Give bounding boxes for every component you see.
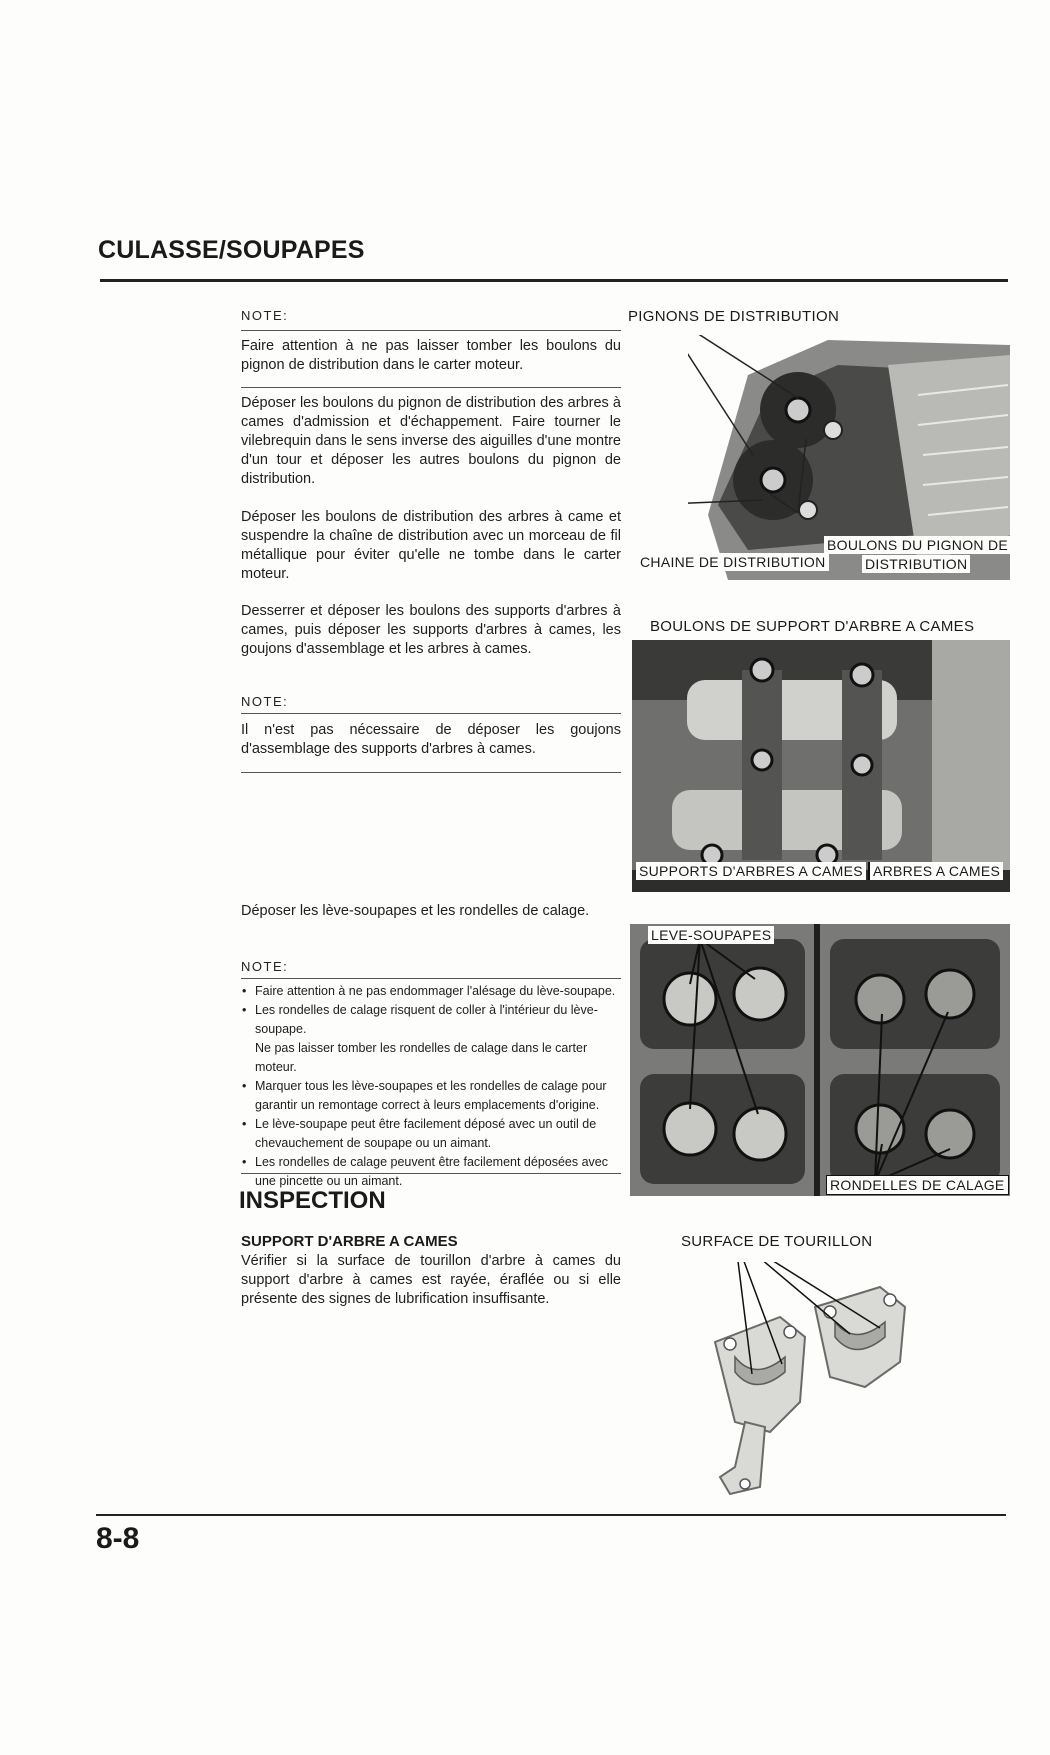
inspection-text: Vérifier si la surface de tourillon d'arbre à cames du support d'arbre à cames est rayée, éraflée ou si elle présente des signes de lubrification insuffisante.	[241, 1253, 621, 1307]
figure-caption: BOULONS DU PIGNON DE	[824, 536, 1011, 554]
note-label: NOTE:	[241, 959, 289, 974]
list-item-continuation: Ne pas laisser tomber les rondelles de calage dans le carter moteur.	[255, 1041, 588, 1074]
figure-caption: DISTRIBUTION	[862, 555, 970, 573]
inspection-heading: INSPECTION	[239, 1187, 386, 1214]
footer-rule	[96, 1514, 1006, 1516]
step-paragraph: Déposer les boulons de distribution des arbres à came et suspendre la chaîne de distribution avec un morceau de fil métallique pour éviter qu'elle ne tombe dans le carter moteur.	[241, 509, 621, 582]
divider	[241, 713, 621, 714]
figure-caption: PIGNONS DE DISTRIBUTION	[628, 308, 840, 325]
camshaft-holder-illustration	[690, 1262, 960, 1502]
list-item: • Marquer tous les lève-soupapes et les rondelles de calage pour garantir un remontage correct à leurs emplacements d'origine.	[241, 1077, 621, 1115]
figure-caption: LEVE-SOUPAPES	[648, 926, 774, 944]
list-item: • Les rondelles de calage peuvent être facilement déposées avec une pincette ou un aimant.	[241, 1153, 621, 1191]
step-paragraph: Desserrer et déposer les boulons des supports d'arbres à cames, puis déposer les supports d'arbres à cames, les goujons d'assemblage et les arbres à cames.	[241, 603, 621, 657]
engine-photo-valve-lifters	[630, 924, 1010, 1196]
figure-caption: BOULONS DE SUPPORT D'ARBRE A CAMES	[650, 618, 975, 635]
figure-caption: CHAINE DE DISTRIBUTION	[637, 553, 829, 571]
engine-photo-camshaft-holders	[632, 640, 1010, 892]
divider	[241, 387, 621, 388]
figure-caption: ARBRES A CAMES	[868, 862, 1003, 880]
divider	[241, 330, 621, 331]
page-number: 8-8	[96, 1522, 140, 1555]
figure-caption: SUPPORTS D'ARBRES A CAMES	[636, 862, 866, 880]
step-paragraph: Déposer les boulons du pignon de distribution des arbres à cames d'admission et d'échappement. Faire tourner le vilebrequin dans le sens inverse des aiguilles d'une montre d'un tour et déposer les autres boulons du pignon de distribution.	[241, 395, 621, 487]
note-text: Il n'est pas nécessaire de déposer les goujons d'assemblage des supports d'arbres à cames.	[241, 722, 621, 757]
list-item: • Le lève-soupape peut être facilement déposé avec un outil de chevauchement de soupape ou un aimant.	[241, 1115, 621, 1153]
inspection-subheading: SUPPORT D'ARBRE A CAMES	[241, 1233, 458, 1250]
note-label: NOTE:	[241, 694, 289, 709]
divider	[241, 772, 621, 773]
divider	[241, 978, 621, 979]
figure-caption: SURFACE DE TOURILLON	[681, 1233, 873, 1250]
note-label: NOTE:	[241, 308, 289, 323]
section-title: CULASSE/SOUPAPES	[98, 236, 365, 264]
header-rule	[100, 279, 1008, 282]
list-item: • Faire attention à ne pas endommager l'alésage du lève-soupape.	[241, 982, 621, 1001]
list-item: • Les rondelles de calage risquent de coller à l'intérieur du lève-soupape.	[241, 1001, 621, 1039]
step-paragraph: Déposer les lève-soupapes et les rondelles de calage.	[241, 903, 590, 919]
note-text: Faire attention à ne pas laisser tomber les boulons du pignon de distribution dans le carter moteur.	[241, 338, 621, 373]
divider	[241, 1173, 621, 1174]
note-bullet-list	[241, 982, 621, 1191]
figure-caption: RONDELLES DE CALAGE	[826, 1175, 1009, 1195]
